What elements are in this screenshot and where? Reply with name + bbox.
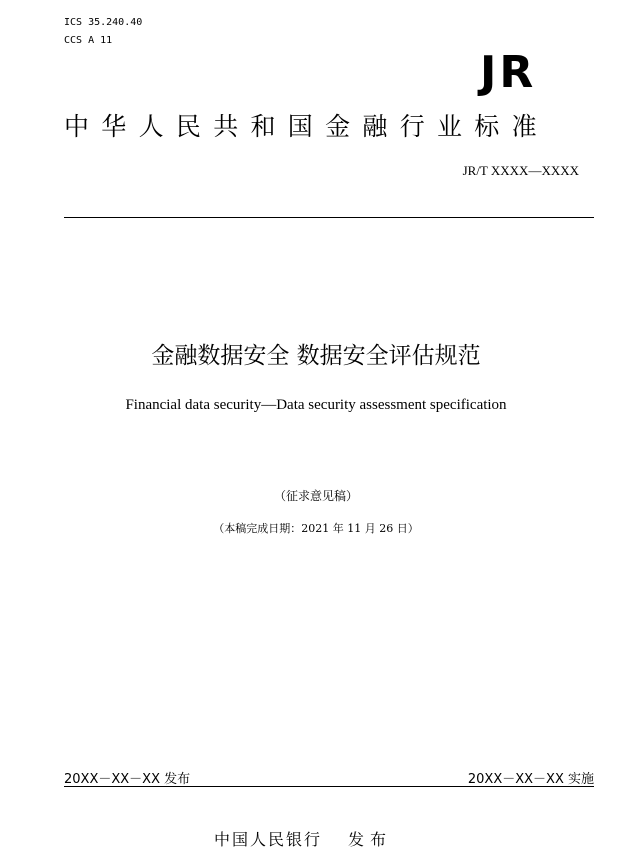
standard-code: JR/T XXXX—XXXX <box>462 163 579 178</box>
draft-status: （征求意见稿） <box>273 489 358 503</box>
document-title-english: Financial data security—Data security assessment specification <box>125 397 507 413</box>
publisher-line <box>214 827 392 850</box>
document-title-chinese: 金融数据安全 数据安全评估规范 <box>151 343 481 369</box>
footer-divider <box>64 786 594 787</box>
header-divider <box>64 217 594 218</box>
jr-logo: JR <box>480 47 537 98</box>
publisher-name: 中国人民银行 <box>214 830 323 849</box>
ics-code: ICS 35.240.40 <box>64 17 143 28</box>
implementation-date: 20XX－XX－XX 实施 <box>467 772 594 787</box>
issue-date: 20XX－XX－XX 发布 <box>64 772 191 787</box>
publish-label: 发布 <box>348 830 393 849</box>
standard-category: 中华人民共和国金融行业标准 <box>64 112 549 141</box>
completion-date: （本稿完成日期：2021 年 11 月 26 日） <box>213 522 419 535</box>
ccs-code: CCS A 11 <box>64 35 113 46</box>
